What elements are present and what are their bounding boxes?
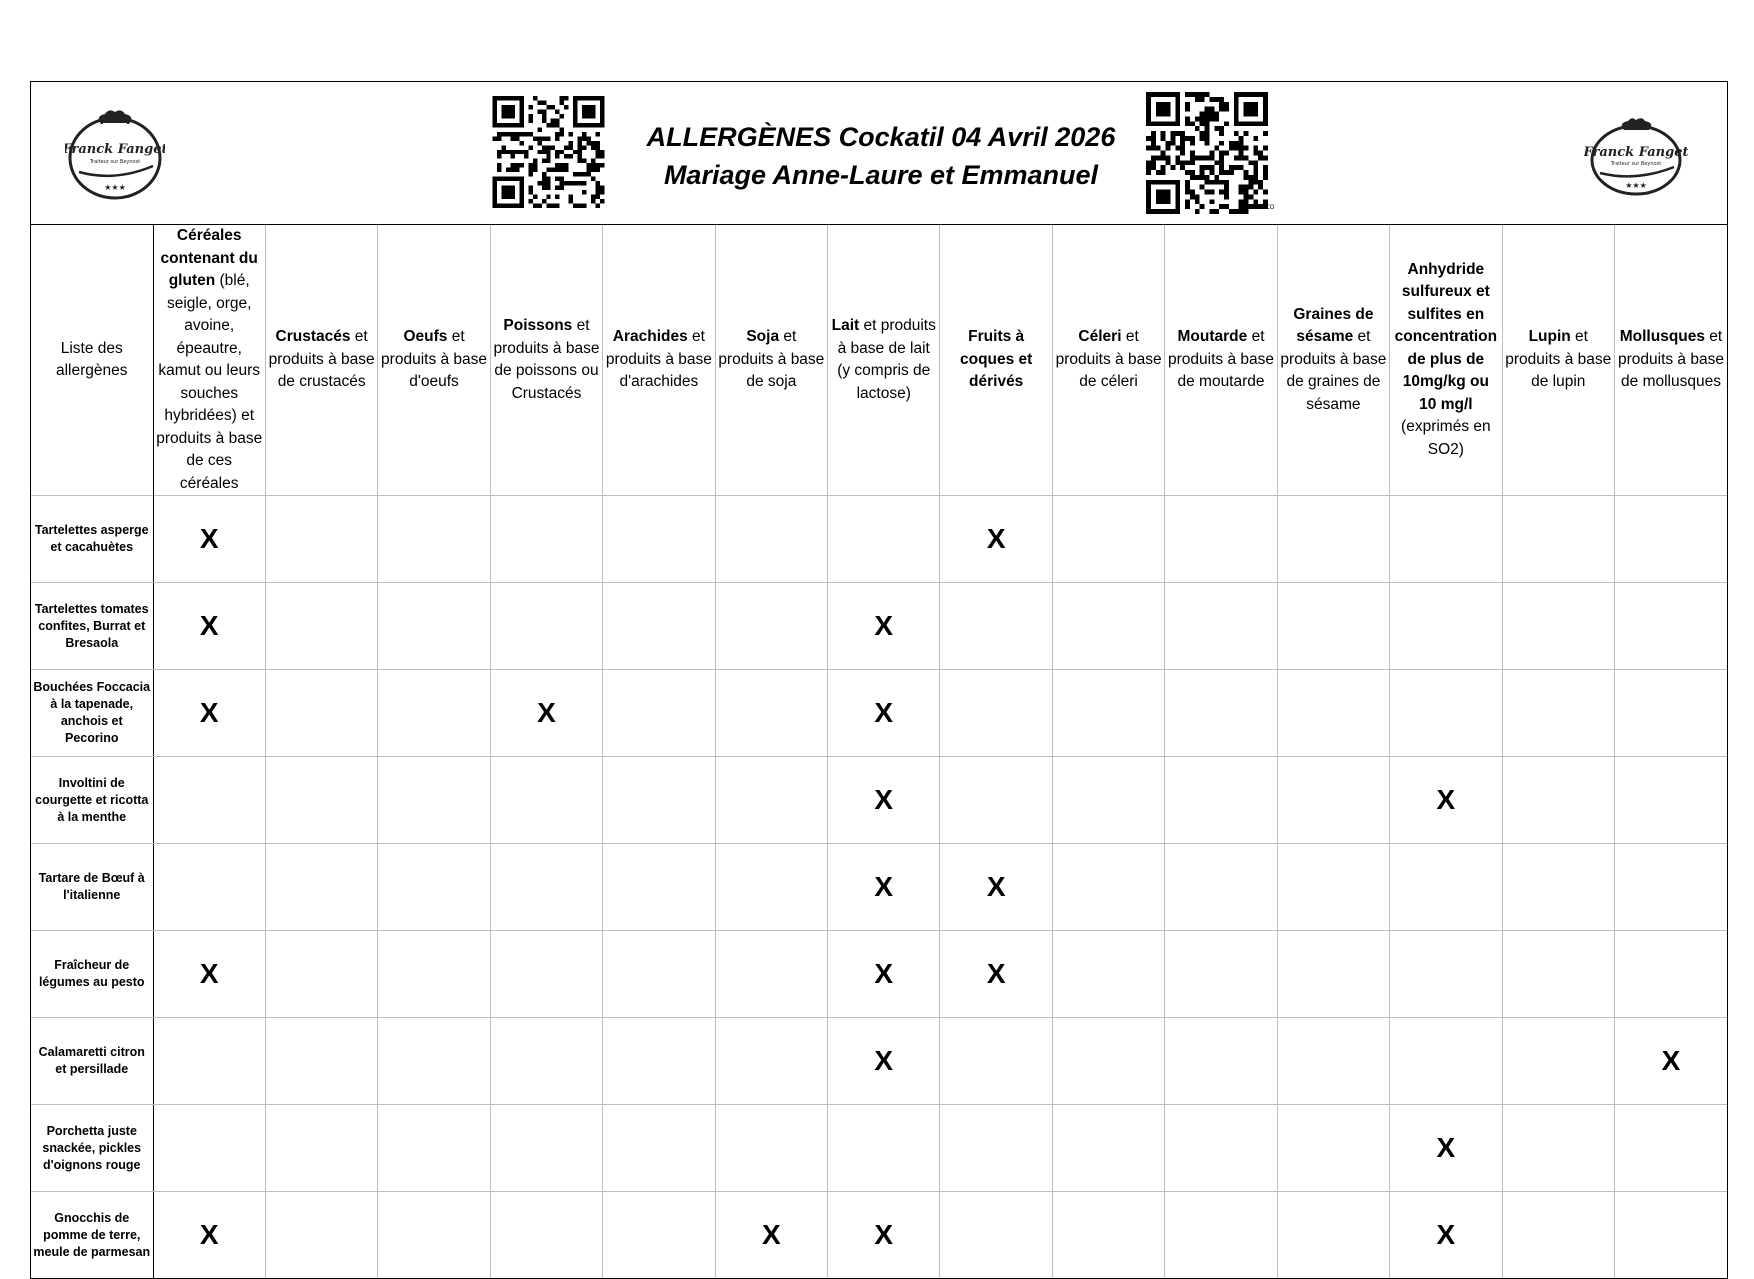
allergen-cell [1614, 583, 1727, 670]
allergen-sheet [30, 81, 1728, 1279]
allergen-mark: X [828, 931, 940, 1018]
allergen-cell [265, 670, 377, 757]
allergen-cell [490, 1105, 602, 1192]
col-sesame: Graines de sésame et produits à base de graines de sésame [1277, 225, 1389, 496]
allergen-cell [940, 670, 1052, 757]
allergen-cell [828, 496, 940, 583]
allergen-cell [603, 844, 715, 931]
dish-name: Fraîcheur de légumes au pesto [31, 931, 153, 1018]
allergen-mark: X [1390, 1192, 1502, 1279]
allergen-cell [1052, 1192, 1164, 1279]
col-lait: Lait et produits à base de lait (y compris de lactose) [828, 225, 940, 496]
allergen-cell [378, 1105, 490, 1192]
allergen-cell [490, 496, 602, 583]
col-lupin: Lupin et produits à base de lupin [1502, 225, 1614, 496]
allergen-cell [1277, 670, 1389, 757]
allergen-cell [1390, 844, 1502, 931]
allergen-mark: X [940, 931, 1052, 1018]
allergen-mark: X [828, 1192, 940, 1279]
allergen-mark: X [1390, 757, 1502, 844]
dish-name: Tartare de Bœuf à l'italienne [31, 844, 153, 931]
allergen-cell [490, 583, 602, 670]
allergen-cell [378, 670, 490, 757]
allergen-table [31, 225, 1727, 1278]
allergen-cell [1165, 1018, 1277, 1105]
allergen-cell [1165, 496, 1277, 583]
allergen-cell [1277, 1105, 1389, 1192]
allergen-cell [1165, 1192, 1277, 1279]
allergen-cell [1390, 670, 1502, 757]
allergen-cell [603, 496, 715, 583]
allergen-cell [1277, 1018, 1389, 1105]
allergen-cell [1614, 1105, 1727, 1192]
allergen-cell [1614, 1192, 1727, 1279]
allergen-cell [1390, 496, 1502, 583]
allergen-cell [378, 1192, 490, 1279]
allergen-mark: X [153, 931, 265, 1018]
allergen-mark: X [828, 583, 940, 670]
allergen-cell [603, 1192, 715, 1279]
dish-name: Porchetta juste snackée, pickles d'oignons rouge [31, 1105, 153, 1192]
allergen-cell [265, 844, 377, 931]
allergen-cell [1052, 757, 1164, 844]
table-row [31, 1192, 1727, 1279]
allergen-cell [490, 757, 602, 844]
allergen-cell [378, 757, 490, 844]
col-mollusques: Mollusques et produits à base de mollusques [1614, 225, 1727, 496]
allergen-cell [1277, 583, 1389, 670]
allergen-cell [1165, 583, 1277, 670]
allergen-cell [378, 1018, 490, 1105]
dish-name: Bouchées Foccacia à la tapenade, anchois et Pecorino [31, 670, 153, 757]
allergen-cell [1277, 1192, 1389, 1279]
allergen-cell [603, 931, 715, 1018]
allergen-mark: X [153, 1192, 265, 1279]
allergen-cell [490, 931, 602, 1018]
allergen-cell [265, 1192, 377, 1279]
dish-name: Calamaretti citron et persillade [31, 1018, 153, 1105]
col-sulfites: Anhydride sulfureux et sulfites en concentration de plus de 10mg/kg ou 10 mg/l (exprimés en SO2) [1390, 225, 1502, 496]
allergen-cell [1277, 931, 1389, 1018]
col-gluten: Céréales contenant du gluten (blé, seigle, orge, avoine, épeautre, kamut ou leurs souches hybridées) et produits à base de ces céréales [153, 225, 265, 496]
allergen-mark: X [828, 670, 940, 757]
allergen-cell [1502, 931, 1614, 1018]
qr-code-icon [491, 96, 606, 208]
allergen-cell [940, 583, 1052, 670]
allergen-cell [490, 1192, 602, 1279]
table-row [31, 670, 1727, 757]
dish-name: Tartelettes tomates confites, Burrat et Bresaola [31, 583, 153, 670]
allergen-cell [1502, 757, 1614, 844]
allergen-cell [1502, 844, 1614, 931]
table-header-row [31, 225, 1727, 496]
allergen-cell [1614, 931, 1727, 1018]
allergen-cell [1165, 1105, 1277, 1192]
allergen-cell [940, 1018, 1052, 1105]
allergen-mark: X [153, 670, 265, 757]
allergen-cell [153, 1105, 265, 1192]
qr-caption: ET TORCO [1244, 204, 1275, 211]
col-celeri: Céleri et produits à base de céleri [1052, 225, 1164, 496]
allergen-cell [1165, 757, 1277, 844]
allergen-mark: X [828, 844, 940, 931]
allergen-cell [1502, 1105, 1614, 1192]
allergen-cell [153, 844, 265, 931]
allergen-mark: X [828, 1018, 940, 1105]
allergen-cell [940, 1192, 1052, 1279]
allergen-cell [1052, 844, 1164, 931]
allergen-cell [153, 757, 265, 844]
allergen-cell [265, 583, 377, 670]
allergen-cell [265, 931, 377, 1018]
allergen-mark: X [940, 496, 1052, 583]
table-row [31, 844, 1727, 931]
allergen-cell [1165, 931, 1277, 1018]
allergen-cell [378, 496, 490, 583]
allergen-cell [265, 1018, 377, 1105]
allergen-cell [1502, 583, 1614, 670]
allergen-cell [378, 844, 490, 931]
allergen-cell [940, 757, 1052, 844]
allergen-cell [1502, 670, 1614, 757]
allergen-cell [1614, 757, 1727, 844]
allergen-cell [715, 931, 827, 1018]
svg-text:★★★: ★★★ [1625, 181, 1647, 190]
allergen-cell [1277, 757, 1389, 844]
allergen-mark: X [153, 496, 265, 583]
allergen-cell [1390, 583, 1502, 670]
brand-tagline: Traiteur sur Beynost [1610, 161, 1662, 167]
table-row [31, 496, 1727, 583]
col-fruits-a-coques: Fruits à coques et dérivés [940, 225, 1052, 496]
allergen-cell [1390, 931, 1502, 1018]
brand-name: Franck Fanget [65, 142, 165, 157]
allergen-cell [265, 496, 377, 583]
allergen-cell [1052, 1105, 1164, 1192]
allergen-mark: X [828, 757, 940, 844]
allergen-cell [490, 1018, 602, 1105]
allergen-cell [1390, 1018, 1502, 1105]
allergen-cell [1052, 670, 1164, 757]
allergen-cell [1052, 496, 1164, 583]
col-crustaces: Crustacés et produits à base de crustacés [265, 225, 377, 496]
page-title [631, 118, 1131, 194]
allergen-cell [1614, 844, 1727, 931]
allergen-cell [378, 583, 490, 670]
table-row [31, 1105, 1727, 1192]
table-row [31, 1018, 1727, 1105]
qr-code-icon [1142, 92, 1272, 214]
allergen-cell [1614, 670, 1727, 757]
svg-text:★★★: ★★★ [104, 183, 126, 192]
allergen-cell [1277, 496, 1389, 583]
allergen-cell [265, 757, 377, 844]
allergen-mark: X [153, 583, 265, 670]
allergen-rows [31, 496, 1727, 1279]
allergen-cell [1052, 583, 1164, 670]
allergen-cell [828, 1105, 940, 1192]
allergen-cell [603, 1105, 715, 1192]
title-line-event: ALLERGÈNES Cockatil 04 Avril 2026 [646, 122, 1116, 152]
allergen-cell [378, 931, 490, 1018]
allergen-cell [1502, 496, 1614, 583]
table-row [31, 757, 1727, 844]
brand-tagline: Traiteur sur Beynost [89, 159, 141, 165]
table-row [31, 583, 1727, 670]
allergen-mark: X [490, 670, 602, 757]
allergen-mark: X [940, 844, 1052, 931]
allergen-cell [715, 1105, 827, 1192]
allergen-cell [715, 496, 827, 583]
col-poissons: Poissons et produits à base de poissons ou Crustacés [490, 225, 602, 496]
allergen-cell [153, 1018, 265, 1105]
allergen-cell [603, 670, 715, 757]
allergen-cell [490, 844, 602, 931]
allergen-mark: X [715, 1192, 827, 1279]
allergen-cell [715, 757, 827, 844]
allergen-cell [715, 1018, 827, 1105]
dish-name: Involtini de courgette et ricotta à la menthe [31, 757, 153, 844]
allergen-cell [603, 1018, 715, 1105]
list-title: Liste des allergènes [31, 225, 153, 496]
allergen-cell [265, 1105, 377, 1192]
allergen-cell [715, 670, 827, 757]
col-arachides: Arachides et produits à base d'arachides [603, 225, 715, 496]
table-row [31, 931, 1727, 1018]
allergen-cell [1502, 1192, 1614, 1279]
allergen-cell [715, 583, 827, 670]
col-oeufs: Oeufs et produits à base d'oeufs [378, 225, 490, 496]
allergen-cell [940, 1105, 1052, 1192]
brand-logo [65, 110, 165, 202]
allergen-cell [1502, 1018, 1614, 1105]
allergen-cell [1614, 496, 1727, 583]
dish-name: Gnocchis de pomme de terre, meule de parmesan [31, 1192, 153, 1279]
allergen-cell [1052, 931, 1164, 1018]
allergen-cell [1165, 844, 1277, 931]
allergen-cell [603, 583, 715, 670]
allergen-cell [1165, 670, 1277, 757]
col-soja: Soja et produits à base de soja [715, 225, 827, 496]
allergen-cell [1277, 844, 1389, 931]
allergen-mark: X [1614, 1018, 1727, 1105]
brand-logo [1584, 118, 1688, 198]
brand-name: Franck Fanget [1584, 145, 1688, 160]
title-line-wedding: Mariage Anne-Laure et Emmanuel [663, 160, 1099, 190]
allergen-cell [603, 757, 715, 844]
col-moutarde: Moutarde et produits à base de moutarde [1165, 225, 1277, 496]
allergen-cell [1052, 1018, 1164, 1105]
allergen-mark: X [1390, 1105, 1502, 1192]
allergen-cell [715, 844, 827, 931]
sheet-header [31, 82, 1727, 225]
dish-name: Tartelettes asperge et cacahuètes [31, 496, 153, 583]
